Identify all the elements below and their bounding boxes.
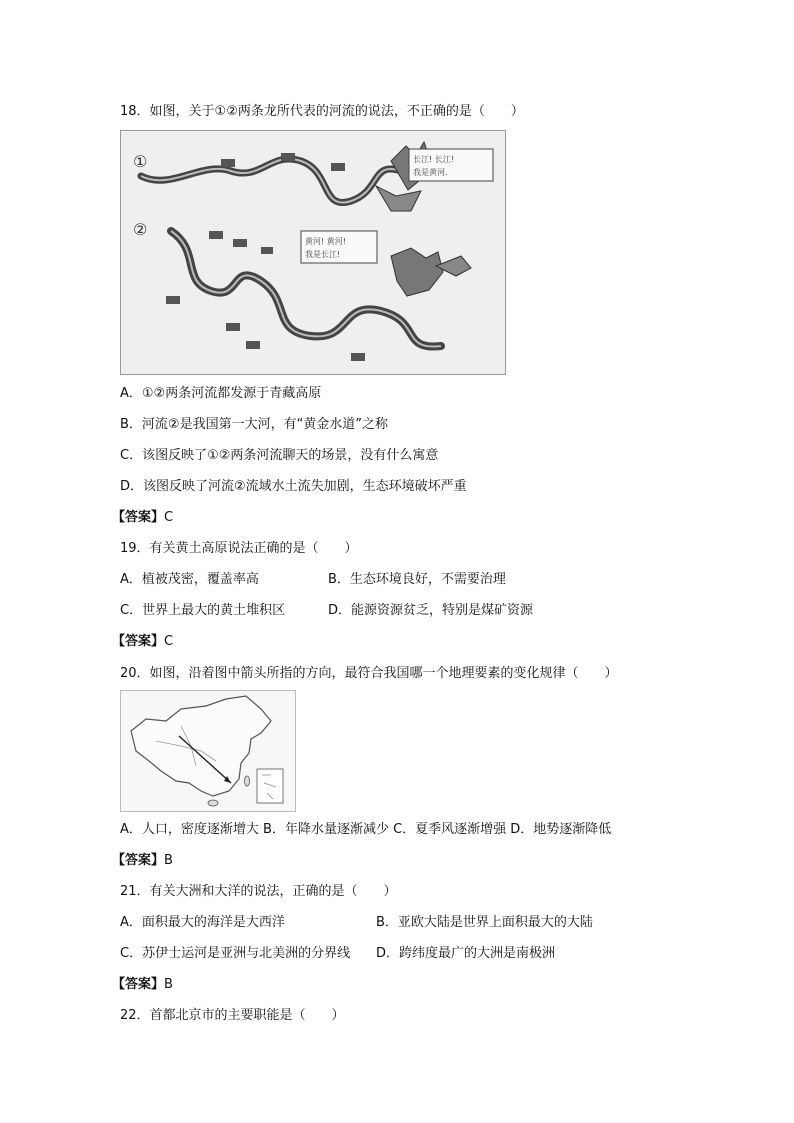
bubble2-line1: 黄河! 黄河! bbox=[305, 237, 346, 246]
dragon2-label: ② bbox=[133, 220, 148, 239]
q22-stem: 22．首都北京市的主要职能是（ ） bbox=[120, 1008, 345, 1023]
q18-option-a: A．①②两条河流都发源于青藏高原 bbox=[120, 386, 322, 401]
q19-option-c: C．世界上最大的黄土堆积区 bbox=[120, 603, 286, 618]
q18-option-c: C．该图反映了①②两条河流聊天的场景，没有什么寓意 bbox=[120, 448, 439, 463]
q19-option-b: B．生态环境良好，不需要治理 bbox=[328, 572, 506, 587]
q21-answer bbox=[112, 976, 173, 994]
answer-value: C bbox=[164, 634, 174, 649]
q18-answer bbox=[112, 509, 173, 527]
bubble2-line2: 我是长江! bbox=[305, 250, 341, 259]
q21-option-a: A．面积最大的海洋是大西洋 bbox=[120, 915, 285, 930]
answer-value: B bbox=[164, 977, 173, 992]
q18-option-b: B．河流②是我国第一大河，有“黄金水道”之称 bbox=[120, 417, 389, 432]
q21-stem: 21．有关大洲和大洋的说法，正确的是（ ） bbox=[120, 884, 397, 899]
q21-option-d: D．跨纬度最广的大洲是南极洲 bbox=[376, 946, 556, 961]
q19-answer bbox=[112, 633, 173, 651]
q20-options: A．人口，密度逐渐增大 B．年降水量逐渐减少 C．夏季风逐渐增强 D．地势逐渐降低 bbox=[120, 822, 612, 837]
q19-option-d: D．能源资源贫乏，特别是煤矿资源 bbox=[328, 603, 534, 618]
q18-stem: 18．如图，关于①②两条龙所代表的河流的说法，不正确的是（ ） bbox=[120, 104, 524, 119]
answer-value: B bbox=[164, 853, 173, 868]
bubble1-line1: 长江! 长江! bbox=[413, 155, 454, 164]
q19-stem: 19．有关黄土高原说法正确的是（ ） bbox=[120, 541, 358, 556]
q21-option-c: C．苏伊士运河是亚洲与北美洲的分界线 bbox=[120, 946, 351, 961]
answer-label: 【答案】 bbox=[112, 977, 165, 992]
dragon1-label: ① bbox=[133, 152, 148, 171]
answer-label: 【答案】 bbox=[112, 853, 165, 868]
q18-option-d: D．该图反映了河流②流域水土流失加剧，生态环境破坏严重 bbox=[120, 479, 467, 494]
q20-answer bbox=[112, 852, 173, 870]
answer-value: C bbox=[164, 510, 174, 525]
q18-dragon-figure bbox=[120, 130, 506, 375]
answer-label: 【答案】 bbox=[112, 634, 165, 649]
q20-china-map-figure bbox=[120, 690, 296, 812]
q21-option-b: B．亚欧大陆是世界上面积最大的大陆 bbox=[376, 915, 593, 930]
answer-label: 【答案】 bbox=[112, 510, 165, 525]
q19-option-a: A．植被茂密，覆盖率高 bbox=[120, 572, 259, 587]
q20-stem: 20．如图，沿着图中箭头所指的方向，最符合我国哪一个地理要素的变化规律（ ） bbox=[120, 666, 618, 681]
bubble1-line2: 我是黄河. bbox=[413, 168, 448, 177]
